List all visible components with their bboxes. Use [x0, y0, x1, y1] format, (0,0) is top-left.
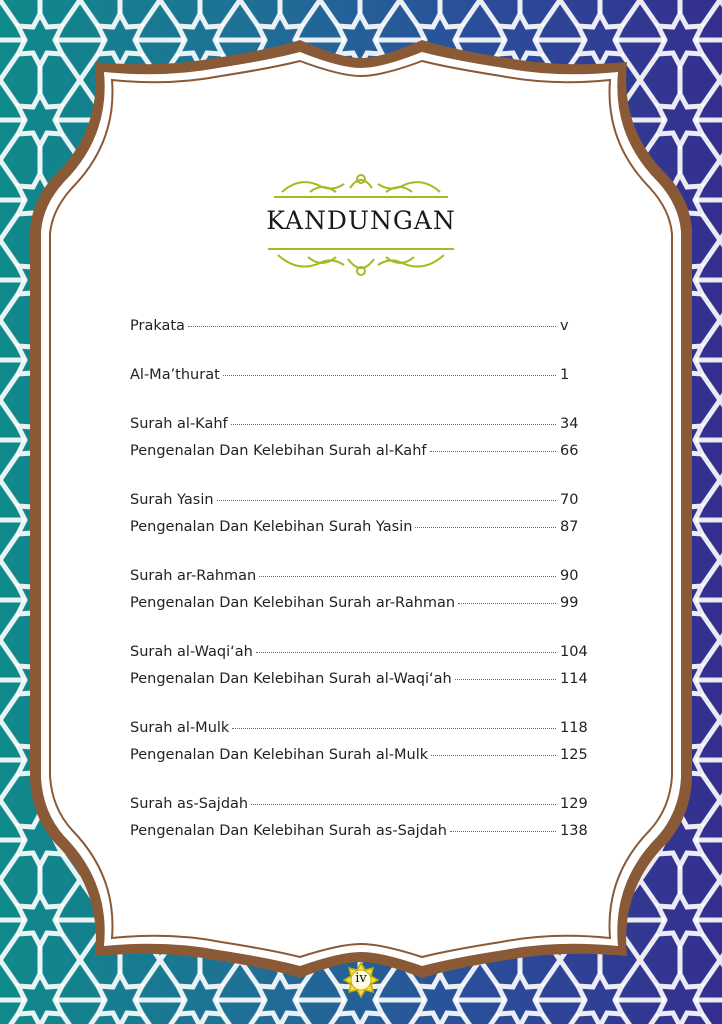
toc-entry-page: 87: [560, 519, 579, 535]
dot-leader: [256, 652, 556, 653]
toc-entry-title: Al-Ma’thurat: [130, 367, 220, 383]
toc-entry[interactable]: [130, 367, 586, 394]
toc-entry[interactable]: [130, 492, 586, 519]
toc-entry-title: Surah al-Waqi‘ah: [130, 644, 253, 660]
toc-entry-page: 90: [560, 568, 579, 584]
bottom-flourish-ornament: [264, 245, 458, 281]
page-title: KANDUNGAN: [266, 206, 456, 235]
toc-entry-title: Surah as-Sajdah: [130, 796, 249, 812]
toc-group: [130, 367, 586, 394]
toc-entry-title: Pengenalan Dan Kelebihan Surah al-Waqi‘ah: [130, 671, 452, 687]
toc-entry[interactable]: [130, 595, 586, 622]
toc-entry-title: Surah al-Kahf: [130, 416, 228, 432]
toc-entry-title: Pengenalan Dan Kelebihan Surah as-Sajdah: [130, 823, 447, 839]
toc-group: [130, 796, 586, 850]
toc-entry-page: 118: [560, 720, 588, 736]
toc-entry[interactable]: [130, 416, 586, 443]
toc-entry-title: Pengenalan Dan Kelebihan Surah al-Kahf: [130, 443, 427, 459]
dot-leader: [251, 804, 556, 805]
dot-leader: [223, 375, 556, 376]
toc-entry[interactable]: [130, 644, 586, 671]
dot-leader: [455, 679, 556, 680]
toc-entry[interactable]: [130, 720, 586, 747]
dot-leader: [415, 527, 556, 528]
dot-leader: [458, 603, 556, 604]
dot-leader: [188, 326, 556, 327]
toc-entry[interactable]: [130, 318, 586, 345]
toc-entry-title: Surah al-Mulk: [130, 720, 230, 736]
toc-entry-title: Surah ar-Rahman: [130, 568, 257, 584]
toc-group: [130, 318, 586, 345]
toc-entry-page: 114: [560, 671, 588, 687]
toc-group: [130, 720, 586, 774]
toc-group: [130, 644, 586, 698]
dot-leader: [232, 728, 556, 729]
toc-entry-page: v: [560, 318, 569, 334]
toc-entry-page: 129: [560, 796, 588, 812]
toc-entry-page: 1: [560, 367, 570, 383]
dot-leader: [259, 576, 556, 577]
toc-entry-page: 125: [560, 747, 588, 763]
toc-entry[interactable]: [130, 823, 586, 850]
table-of-contents: [130, 318, 586, 872]
toc-entry-page: 70: [560, 492, 579, 508]
toc-entry-page: 99: [560, 595, 579, 611]
toc-entry-page: 66: [560, 443, 579, 459]
toc-entry-title: Pengenalan Dan Kelebihan Surah ar-Rahman: [130, 595, 456, 611]
dot-leader: [450, 831, 556, 832]
toc-entry-page: 34: [560, 416, 579, 432]
toc-entry-title: Surah Yasin: [130, 492, 214, 508]
toc-group: [130, 416, 586, 470]
toc-group: [130, 492, 586, 546]
toc-entry[interactable]: [130, 671, 586, 698]
toc-entry-title: Prakata: [130, 318, 185, 334]
toc-entry-title: Pengenalan Dan Kelebihan Surah Yasin: [130, 519, 413, 535]
toc-entry[interactable]: [130, 747, 586, 774]
toc-entry-title: Pengenalan Dan Kelebihan Surah al-Mulk: [130, 747, 429, 763]
toc-entry[interactable]: [130, 568, 586, 595]
dot-leader: [217, 500, 556, 501]
toc-entry-page: 138: [560, 823, 588, 839]
dot-leader: [431, 755, 556, 756]
top-flourish-ornament: [270, 170, 452, 204]
dot-leader: [231, 424, 556, 425]
toc-group: [130, 568, 586, 622]
dot-leader: [430, 451, 557, 452]
toc-entry-page: 104: [560, 644, 588, 660]
toc-entry[interactable]: [130, 796, 586, 823]
toc-entry[interactable]: [130, 519, 586, 546]
page-number: iv: [355, 971, 367, 986]
toc-entry[interactable]: [130, 443, 586, 470]
